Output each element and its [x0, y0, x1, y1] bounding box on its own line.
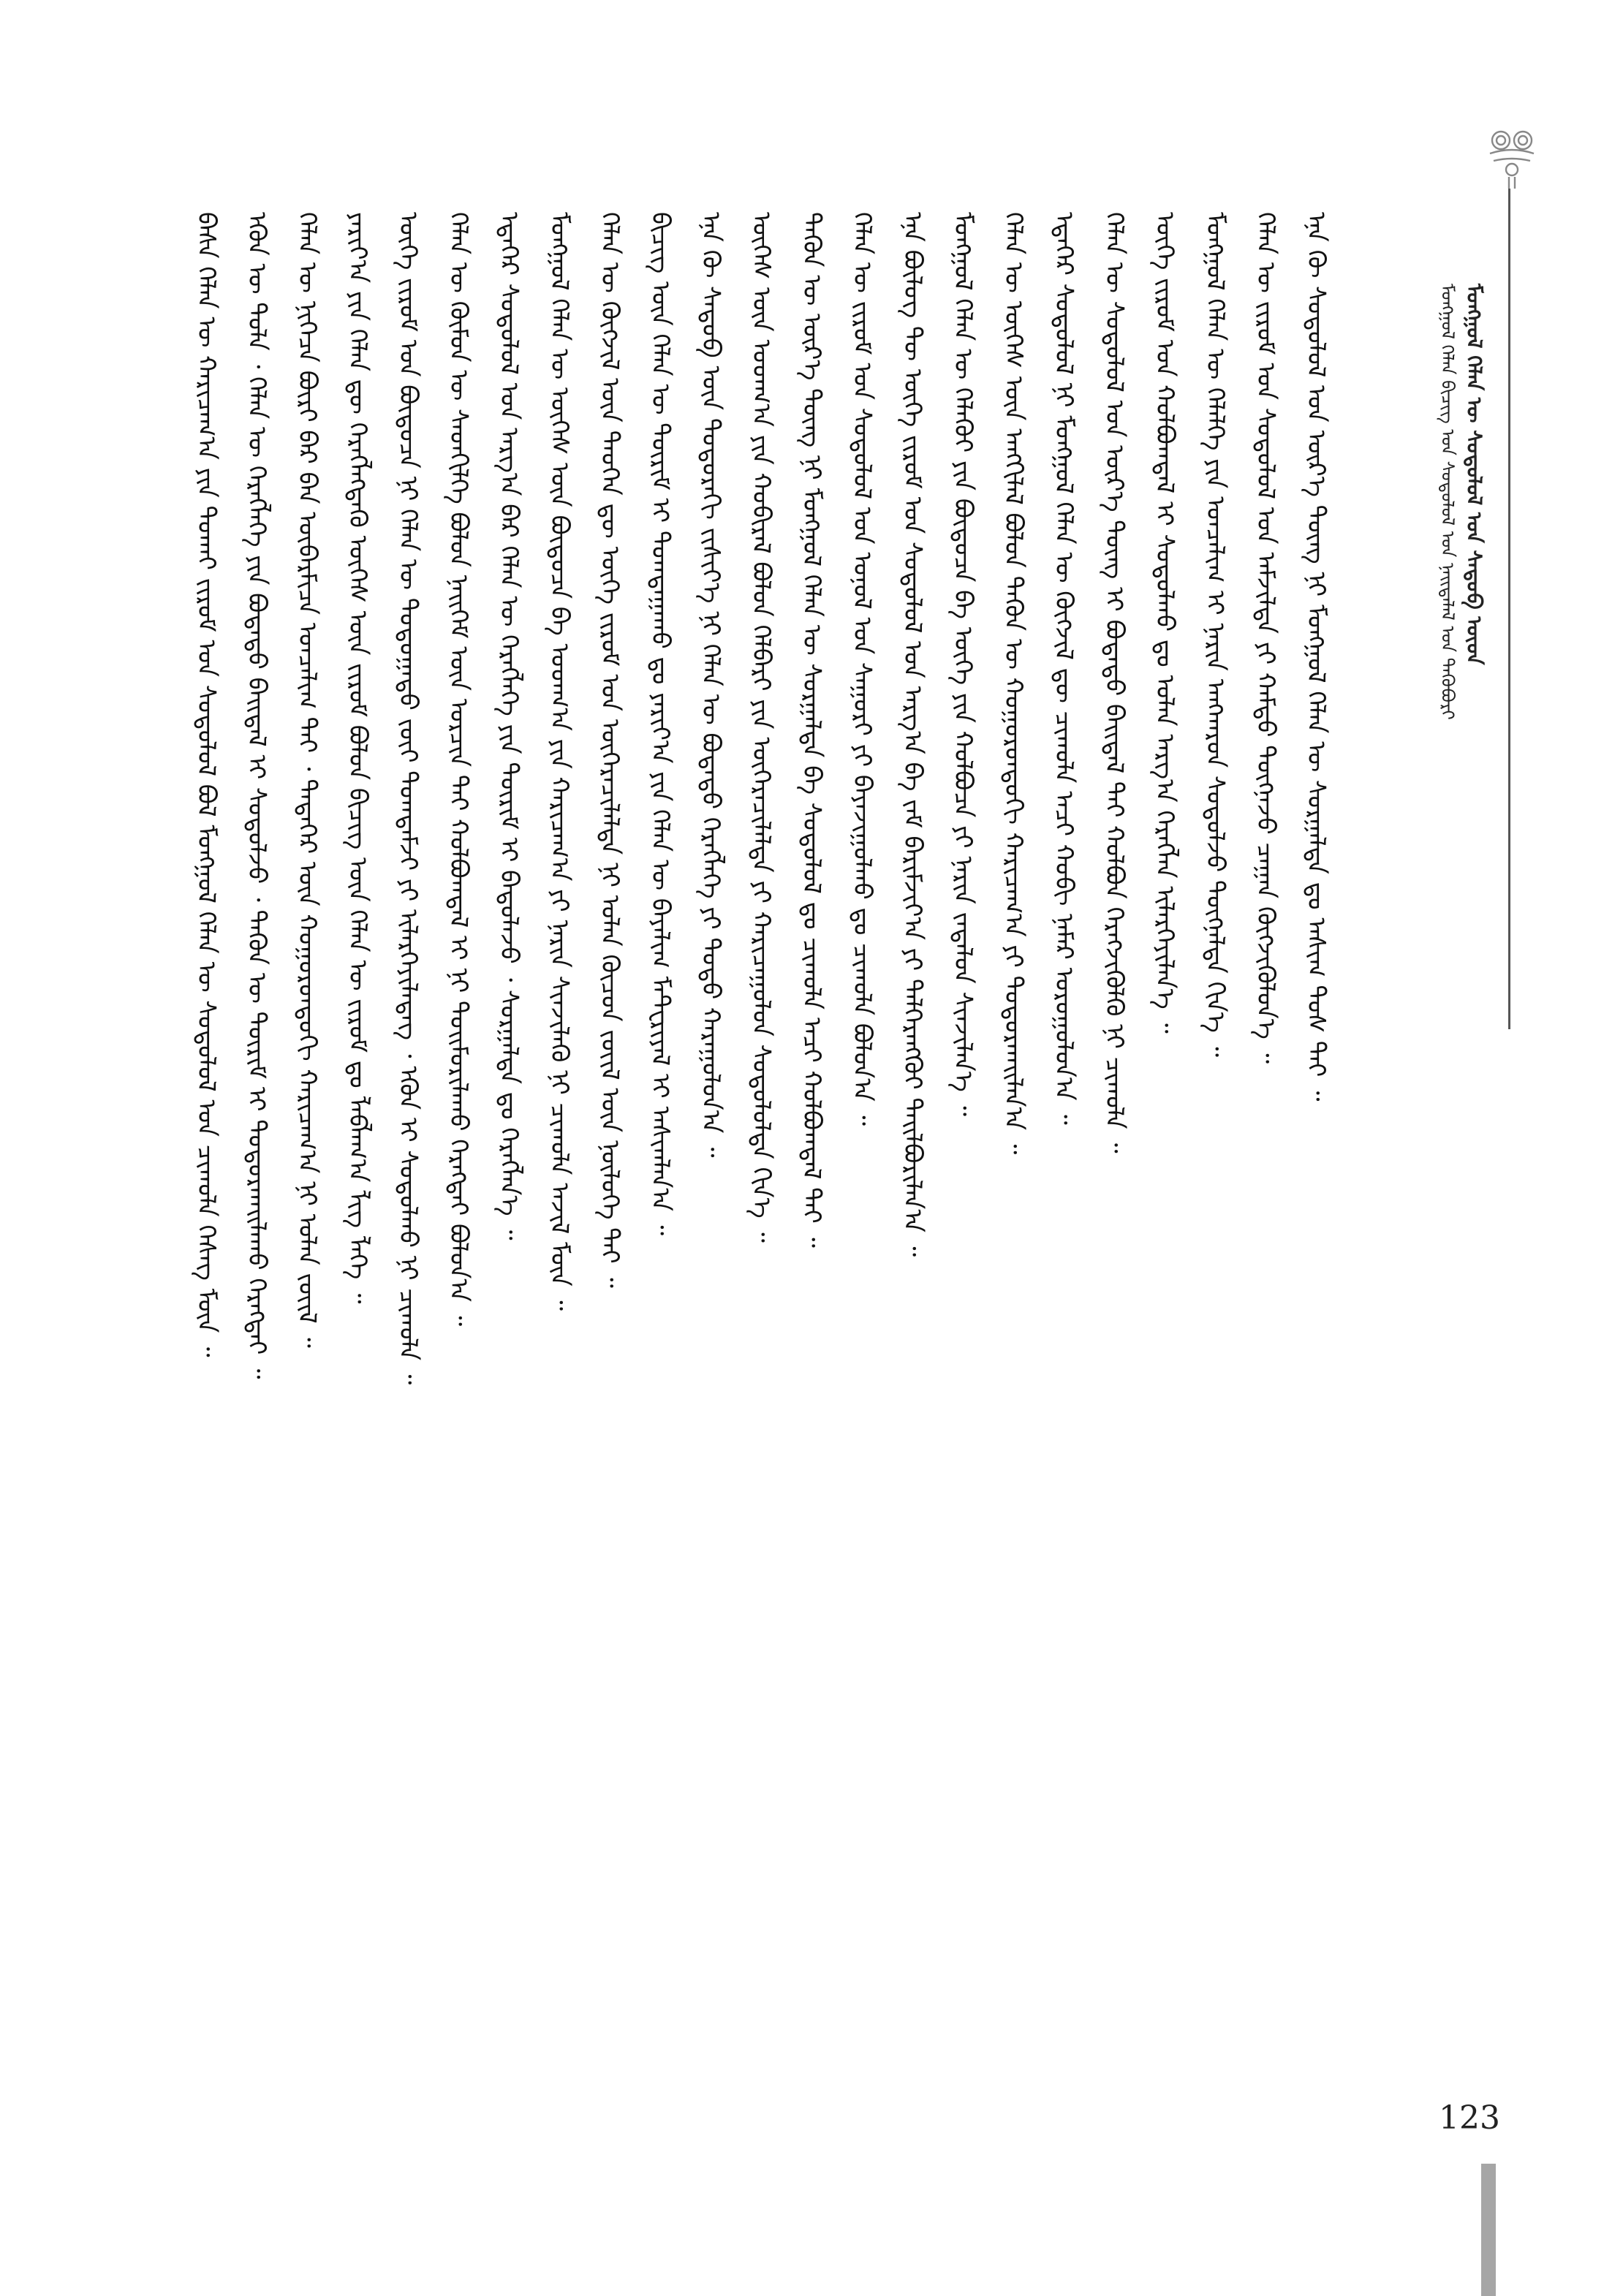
text-column: ᠡᠨᠡ ᠬᠦ ᠰᠡᠳᠦᠪ ᠦᠨ ᠳᠣᠲᠣᠷᠠᠬᠢ ᠵᠢᠱᠢᠶ᠎ᠡ ᠨᠢ ᠬᠡᠯᠡᠨ ᠦ ᠪᠣᠳᠠᠲᠤ ᠬᠡᠷᠡᠭᠯᠡᠭᠡ ᠶᠢ ᠲᠣᠳᠤ ᠬᠠᠷᠠᠭᠤᠯᠤᠨ᠎ᠠ ᠃ — [696, 212, 725, 1158]
text-column: ᠡᠳᠡᠭᠡᠷ ᠰᠤᠳᠤᠯᠤᠯ ᠨᠢ ᠮᠣᠩᠭᠤᠯ ᠬᠡᠯᠡᠨ ᠦ ᠬᠥᠭᠵᠢᠯ ᠳᠦ ᠴᠢᠬᠤᠯᠠ ᠠᠴᠢ ᠬᠤᠪᠢ ᠨᠡᠮᠡᠷ ᠣᠷᠣᠭᠤᠯᠤᠨ᠎ᠠ ᠃ — [1049, 212, 1078, 1125]
text-column: ᠮᠣᠩᠭᠤᠯ ᠬᠡᠯᠡᠨ ᠦ ᠬᠡᠯᠡᠯᠭᠡ ᠶᠢᠨ ᠣᠨᠴᠠᠯᠢᠭ ᠢ ᠨᠠᠷᠢᠨ ᠠᠩᠬᠠᠷᠤᠨ ᠰᠤᠳᠤᠯᠵᠤ ᠳᠦᠭᠨᠡᠯᠲᠡ ᠬᠢᠨ᠎ᠡ ᠃ — [1200, 212, 1230, 1057]
text-column: ᠡᠨᠡ ᠬᠦ ᠰᠤᠳᠤᠯᠤᠯ ᠤᠨ ᠦᠷ᠎ᠡ ᠳᠦᠩ ᠨᠢ ᠮᠣᠩᠭᠤᠯ ᠬᠡᠯᠡᠨ ᠦ ᠰᠤᠷᠭᠠᠯᠲᠠ ᠳᠤ ᠠᠰᠢᠭ ᠲᠤᠰ ᠲᠠᠢ ᠃ — [1301, 212, 1331, 1102]
page-edge-bar — [1481, 2164, 1496, 2296]
text-column: ᠲᠡᠭᠦᠨ ᠦ ᠦᠷ᠎ᠡ ᠳᠦᠩ ᠨᠢ ᠮᠣᠩᠭᠤᠯ ᠬᠡᠯᠡᠨ ᠦ ᠰᠤᠷᠭᠠᠯᠲᠠ ᠪᠠ ᠰᠤᠳᠤᠯᠤᠯ ᠳᠤ ᠴᠢᠬᠤᠯᠠ ᠠᠴᠢ ᠬᠣᠯᠪᠣᠭᠳᠠᠯ ᠲᠠᠢ ᠃ — [797, 212, 826, 1248]
text-column: ᠬᠡᠯᠡᠨ ᠦ ᠬᠥᠭᠵᠢᠯ ᠦᠨ ᠲᠡᠦᠬᠡᠨ ᠳᠦ ᠦᠭᠡ ᠵᠢᠷᠤᠮ ᠤᠨ ᠥᠭᠡᠷᠡᠴᠢᠯᠡᠯᠲᠡ ᠨᠢ ᠣᠯᠠᠨ ᠬᠦᠴᠦᠨ ᠵᠦᠢᠯ ᠦᠨ ᠨᠥᠯᠥᠭᠡ ᠲᠠᠢ ᠃ — [595, 212, 624, 1288]
body-text — [192, 212, 1420, 2156]
running-header-title: ᠮᠣᠩᠭᠤᠯ ᠬᠡᠯᠡᠨ ᠦ ᠰᠤᠳᠤᠯᠤᠯ ᠤᠨ ᠰᠡᠳᠦᠪ ᠦᠳ — [1462, 284, 1486, 665]
text-column: ᠬᠡᠯᠡᠨ ᠦ ᠰᠤᠳᠤᠯᠤᠯ ᠤᠨ ᠦᠷ᠎ᠡ ᠳᠦᠩ ᠢ ᠪᠣᠳᠠᠲᠤ ᠪᠠᠢᠳᠠᠯ ᠲᠠᠢ ᠬᠣᠯᠪᠣᠨ ᠬᠡᠷᠡᠭᠵᠢᠭᠦᠯᠬᠦ ᠨᠢ ᠴᠢᠬᠤᠯᠠ ᠃ — [1100, 212, 1129, 1153]
text-column: ᠬᠡᠯᠡᠨ ᠦ ᠵᠢᠷᠤᠮ ᠤᠨ ᠰᠤᠳᠤᠯᠤᠯ ᠤᠨ ᠣᠨᠣᠯ ᠤᠨ ᠰᠠᠭᠤᠷᠢ ᠶᠢ ᠪᠠᠶᠠᠵᠢᠭᠤᠯᠬᠤ ᠳᠤ ᠴᠢᠬᠤᠯᠠ ᠪᠣᠯᠤᠨ᠎ᠠ ᠃ — [847, 212, 877, 1126]
running-header — [1437, 284, 1486, 1051]
text-column: ᠶᠠᠷᠢᠶ᠎ᠠ ᠶᠢᠨ ᠬᠡᠯᠡᠨ ᠳᠦ ᠬᠡᠷᠡᠭᠯᠡᠭᠳᠡᠬᠦ ᠦᠭᠡᠰ ᠦᠨ ᠵᠢᠷᠤᠮ ᠪᠣᠯᠤᠨ ᠪᠢᠴᠢᠭ ᠦᠨ ᠬᠡᠯᠡᠨ ᠦ ᠵᠢᠷᠤᠮ ᠳᠤ ᠯᠠᠪᠯᠠᠭ᠎ᠠ ᠯᠢᠭ ᠯᠡᠭᠡ ᠃ — [343, 212, 372, 1304]
ornament-icon — [1475, 124, 1548, 190]
page-number: 123 — [1439, 2099, 1500, 2137]
text-column: ᠬᠡᠯᠡᠨ ᠦ ᠵᠢᠷᠤᠮ ᠤᠨ ᠰᠤᠳᠤᠯᠤᠯ ᠤᠨ ᠠᠮᠵᠢᠯᠲᠠ ᠶᠢ ᠬᠠᠮᠲᠤ ᠳᠦᠭᠨᠡᠵᠦ ᠴᠠᠭᠠᠨ ᠬᠥᠭᠵᠢᠭᠦᠯᠦᠨ᠎ᠡ ᠃ — [1251, 212, 1280, 1064]
text-column: ᠮᠣᠩᠭᠤᠯ ᠬᠡᠯᠡᠨ ᠦ ᠦᠭᠡᠰ ᠦᠨ ᠪᠦᠲᠦᠴᠡ ᠪᠠ ᠤᠳᠬ᠎ᠠ ᠶᠢᠨ ᠬᠠᠷᠢᠴᠠᠭ᠎ᠠ ᠶᠢ ᠨᠠᠷᠢᠨ ᠰᠢᠨᠵᠢᠯᠡᠬᠦ ᠨᠢ ᠴᠢᠬᠤᠯᠠ ᠠᠵᠢᠯ ᠮᠥᠨ ᠃ — [545, 212, 574, 1311]
text-column: ᠬᠡᠯᠡᠨ ᠦ ᠨᠢᠭᠡᠴᠡ ᠪᠦᠷᠢ ᠪᠡᠷ ᠪᠠᠨ ᠥᠪᠡᠷᠮᠢᠴᠡ ᠣᠨᠴᠠᠯᠢᠭ ᠲᠠᠢ ᠂ ᠲᠡᠳᠡᠭᠡᠷ ᠦᠨ ᠬᠣᠭᠣᠷᠣᠨᠳᠤᠬᠢ ᠬᠠᠷᠢᠴᠠᠭ᠎ᠠ ᠨᠢ ᠣᠯᠠᠨ ᠵᠦᠢᠯ ᠃ — [292, 212, 322, 1348]
text-column: ᠦᠭᠡ ᠵᠢᠷᠤᠮ ᠤᠨ ᠬᠣᠯᠪᠣᠭᠳᠠᠯ ᠢ ᠰᠤᠳᠤᠯᠬᠤ ᠳᠤ ᠣᠯᠠᠨ ᠠᠷᠭ᠎ᠠ ᠬᠡᠷᠡᠭᠯᠡᠨ ᠢᠯᠡᠷᠬᠡᠶᠢᠯᠡᠨ᠎ᠡ ᠃ — [1150, 212, 1179, 1034]
text-column: ᠮᠣᠩᠭᠤᠯ ᠬᠡᠯᠡᠨ ᠦ ᠬᠡᠯᠡᠬᠦᠢ ᠶᠢᠨ ᠪᠦᠲᠦᠴᠡ ᠪᠠ ᠦᠭᠡ ᠶᠢᠨ ᠬᠣᠯᠪᠣᠴᠠ ᠶᠢ ᠨᠠᠷᠢᠨ ᠵᠠᠳᠠᠯᠤᠨ ᠰᠢᠨᠵᠢᠯᠡᠨ᠎ᠡ ᠃ — [948, 212, 977, 1116]
text-column: ᠬᠡᠯᠡᠨ ᠦ ᠦᠭᠡᠰ ᠦᠨ ᠠᠩᠭᠢᠯᠠᠯ ᠪᠣᠯᠤᠨ ᠲᠡᠭᠦᠨ ᠦ ᠬᠣᠭᠣᠷᠣᠨᠳᠤᠬᠢ ᠬᠠᠷᠢᠴᠠᠭ᠎ᠠ ᠶᠢ ᠲᠣᠳᠤᠷᠬᠠᠢᠯᠠᠨ᠎ᠠ ᠃ — [999, 212, 1028, 1155]
header-rule — [1508, 189, 1510, 1029]
text-column: ᠦᠭᠡ ᠵᠢᠷᠤᠮ ᠤᠨ ᠪᠦᠲᠦᠴᠡ ᠨᠢ ᠬᠡᠯᠡᠨ ᠦ ᠳᠣᠲᠣᠭᠠᠳᠤ ᠵᠦᠢ ᠲᠣᠭᠲᠠᠮᠵᠢ ᠶᠢ ᠢᠯᠡᠷᠬᠡᠶᠢᠯᠡᠳᠡᠭ ᠂ ᠡᠭᠦᠨ ᠢ ᠰᠤᠳᠤᠯᠬᠤ ᠨᠢ ᠴᠢᠬᠤᠯᠠ ᠃ — [393, 212, 423, 1385]
text-column: ᠪᠠᠰᠠ ᠬᠡᠯᠡᠨ ᠦ ᠬᠠᠷᠢᠴᠠᠭ᠎ᠠ ᠶᠢᠨ ᠲᠤᠬᠠᠢ ᠵᠢᠷᠤᠮ ᠤᠨ ᠰᠤᠳᠤᠯᠤᠯ ᠪᠣᠯ ᠮᠣᠩᠭᠤᠯ ᠬᠡᠯᠡᠨ ᠦ ᠰᠤᠳᠤᠯᠤᠯ ᠤᠨ ᠴᠢᠬᠤᠯᠠ ᠬᠡᠰᠡᠭ ᠮᠥᠨ ᠃ — [192, 212, 221, 1357]
text-column: ᠬᠡᠯᠡᠨ ᠦ ᠬᠦᠮᠦᠨ ᠦ ᠰᠡᠳᠬᠢᠯᠭᠡ ᠪᠣᠯᠤᠨ ᠨᠡᠢᠭᠡᠮ ᠦᠨ ᠣᠷᠴᠢᠨ ᠲᠠᠢ ᠬᠣᠯᠪᠣᠭᠳᠠᠯ ᠢ ᠨᠢ ᠲᠣᠢᠮᠣᠷᠢᠯᠠᠬᠤ ᠬᠡᠷᠡᠭᠲᠡᠢ ᠪᠣᠯᠤᠨ᠎ᠠ ᠃ — [444, 212, 473, 1327]
text-column: ᠡᠳᠡᠭᠡᠷ ᠰᠤᠳᠤᠯᠤᠯ ᠤᠨ ᠠᠷᠭ᠎ᠠ ᠪᠠᠷ ᠬᠡᠯᠡᠨ ᠦ ᠬᠡᠷᠡᠭᠯᠡᠭᠡ ᠶᠢᠨ ᠳᠦᠷᠢᠮ ᠢ ᠪᠠᠲᠤᠯᠠᠵᠤ ᠂ ᠰᠤᠷᠭᠠᠯᠲᠠ ᠳᠤ ᠬᠡᠷᠡᠭᠯᠡᠨ᠎ᠡ ᠃ — [494, 212, 523, 1240]
text-column: ᠦᠭᠡᠰ ᠦᠨ ᠤᠳᠬ᠎ᠠ ᠶᠢᠨ ᠬᠤᠪᠢᠷᠠᠯ ᠪᠣᠯᠤᠨ ᠬᠡᠯᠪᠡᠷᠢ ᠶᠢᠨ ᠥᠭᠡᠷᠡᠴᠢᠯᠡᠯᠲᠡ ᠶᠢ ᠬᠠᠷᠢᠴᠠᠭᠤᠯᠤᠨ ᠰᠤᠳᠤᠯᠤᠯᠲᠠ ᠬᠢᠨ᠎ᠡ ᠃ — [746, 212, 776, 1243]
text-column: ᠡᠨᠡ ᠪᠦᠯᠦᠭ ᠲᠦ ᠦᠭᠡ ᠵᠢᠷᠤᠮ ᠤᠨ ᠰᠤᠳᠤᠯᠤᠯ ᠤᠨ ᠠᠷᠭ᠎ᠠ ᠪᠠ ᠵᠠᠮ ᠪᠠᠷᠢᠮᠵᠢᠶ᠎ᠠ ᠶᠢ ᠳᠡᠯᠭᠡᠷᠡᠩᠭᠦᠢ ᠲᠠᠢᠯᠪᠤᠷᠢᠯᠠᠨ᠎ᠠ ᠃ — [898, 212, 927, 1257]
running-header-subtitle: ᠮᠣᠩᠭᠤᠯ ᠬᠡᠯᠡᠨ ᠪᠢᠴᠢᠭ ᠤᠨ ᠰᠤᠳᠤᠯᠤᠯ ᠤᠨ ᠨᠡᠢᠲᠡᠯᠡᠯ ᠤᠨ ᠲᠡᠭᠦᠪᠦᠷᠢ — [1437, 284, 1458, 720]
text-column: ᠪᠢᠴᠢᠭ ᠦᠨ ᠬᠡᠯᠡᠨ ᠦ ᠳᠦᠷᠢᠮ ᠢ ᠲᠣᠭᠲᠠᠭᠠᠬᠤ ᠳᠤ ᠶᠠᠷᠢᠶ᠎ᠠ ᠶᠢᠨ ᠬᠡᠯᠡᠨ ᠦ ᠪᠠᠶᠠᠯᠢᠭ ᠮᠠᠲᠧᠷᠢᠶᠠᠯ ᠢ ᠠᠰᠢᠭᠯᠠᠨ᠎ᠠ ᠃ — [646, 212, 675, 1236]
text-column: ᠡᠭᠦᠨ ᠦ ᠲᠤᠯᠠ ᠂ ᠬᠡᠯᠡᠨ ᠦ ᠬᠡᠷᠡᠭᠯᠡᠭᠡ ᠶᠢᠨ ᠪᠣᠳᠠᠲᠤ ᠪᠠᠢᠳᠠᠯ ᠢ ᠰᠤᠳᠤᠯᠵᠤ ᠂ ᠲᠡᠭᠦᠨ ᠦ ᠳᠦᠷᠢᠮ ᠢ ᠲᠣᠳᠤᠷᠬᠠᠢᠯᠠᠬᠤ ᠬᠡᠷᠡᠭᠲᠡᠢ ᠃ — [242, 212, 271, 1379]
